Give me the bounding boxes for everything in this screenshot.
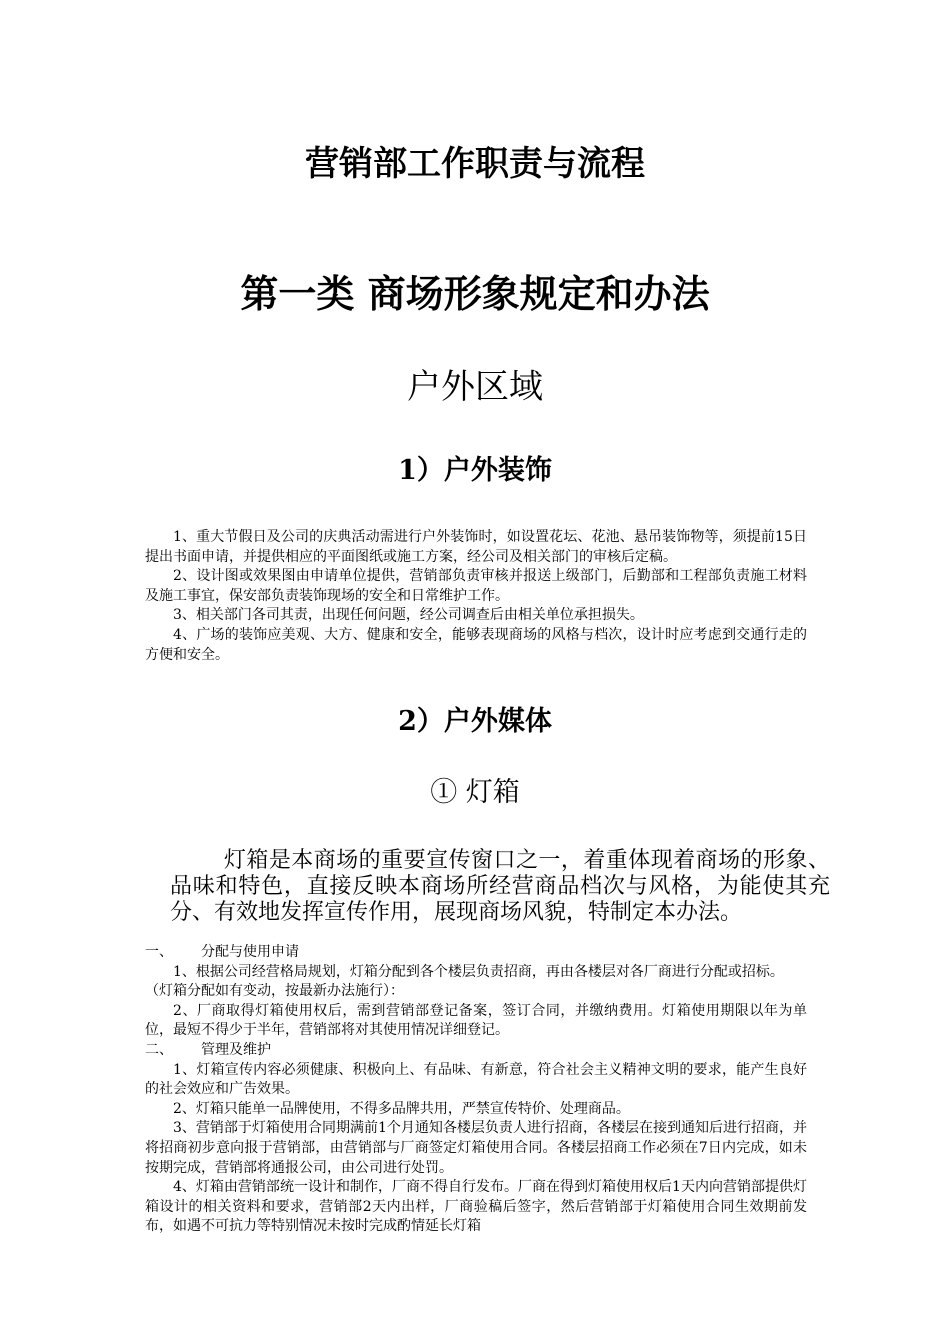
part1-note: （灯箱分配如有变动，按最新办法施行）：: [145, 983, 404, 1000]
part2-paragraph-2: 2、灯箱只能单一品牌使用，不得多品牌共用，严禁宣传特价、处理商品。: [173, 1100, 630, 1117]
section1-paragraph-2: 2、设计图或效果图由申请单位提供，营销部负责审核并报送上级部门，后勤部和工程部负责施工材料及施工事宜，保安部负责装饰现场的安全和日常维护工作。: [145, 568, 807, 604]
part2-number: 二、: [145, 1041, 173, 1058]
section1-paragraph-3: 3、相关部门各司其责，出现任何问题，经公司调查后由相关单位承担损失。: [173, 607, 644, 624]
section1-title: 1）户外装饰: [398, 455, 552, 486]
part1-number: 一、: [145, 944, 173, 960]
part2-paragraph-1: 1、灯箱宣传内容必须健康、积极向上、有品味、有新意，符合社会主义精神文明的要求，能产生良好的社会效应和广告效果。: [145, 1061, 807, 1098]
document-title: 营销部工作职责与流程: [305, 144, 645, 184]
part2-paragraph-3: 3、营销部于灯箱使用合同期满前1个月通知各楼层负责人进行招商，各楼层在接到通知后进行招商，并将招商初步意向报于营销部，由营销部与厂商签定灯箱使用合同。各楼层招商工作必须在7日内完成，如未按期完成，营销部将通报公司，由公司进行处罚。: [145, 1120, 807, 1176]
lightbox-intro: [170, 848, 830, 926]
lightbox-subtitle: ① 灯箱: [430, 777, 520, 808]
part2-paragraph-4: 4、灯箱由营销部统一设计和制作，厂商不得自行发布。厂商在得到灯箱使用权后1天内向营销部提供灯箱设计的相关资料和要求，营销部2天内出样，厂商验稿后签字，然后营销部于灯箱使用合同生效期前发布，如遇不可抗力等特别情况未按时完成酌情延长灯箱: [145, 1179, 807, 1235]
section2-title: 2）户外媒体: [398, 706, 552, 737]
section1-body: [145, 528, 807, 665]
category-title: 第一类 商场形象规定和办法: [240, 271, 710, 316]
region-title: 户外区域: [407, 367, 543, 407]
part1-title: 分配与使用申请: [201, 944, 299, 960]
part1-heading: [145, 943, 807, 963]
part2-heading: [145, 1041, 807, 1061]
section1-paragraph-1: 1、重大节假日及公司的庆典活动需进行户外装饰时，如设置花坛、花池、悬吊装饰物等，须提前15日提出书面申请，并提供相应的平面图纸或施工方案，经公司及相关部门的审核后定稿。: [145, 529, 807, 565]
section1-paragraph-4: 4、广场的装饰应美观、大方、健康和安全，能够表现商场的风格与档次，设计时应考虑到交通行走的方便和安全。: [145, 626, 807, 663]
part1-paragraph-1: 1、根据公司经营格局规划，灯箱分配到各个楼层负责招商，再由各楼层对各厂商进行分配或招标。: [173, 963, 784, 980]
part2-title: 管理及维护: [201, 1041, 271, 1058]
lightbox-intro-text: 灯箱是本商场的重要宣传窗口之一，着重体现着商场的形象、品味和特色，直接反映本商场所经营商品档次与风格，为能使其充分、有效地发挥宣传作用，展现商场风貌，特制定本办法。: [170, 848, 830, 925]
part1-paragraph-2: 2、厂商取得灯箱使用权后，需到营销部登记备案，签订合同，并缴纳费用。灯箱使用期限以年为单位，最短不得少于半年，营销部将对其使用情况详细登记。: [145, 1002, 807, 1039]
section2-body: [145, 943, 807, 1237]
